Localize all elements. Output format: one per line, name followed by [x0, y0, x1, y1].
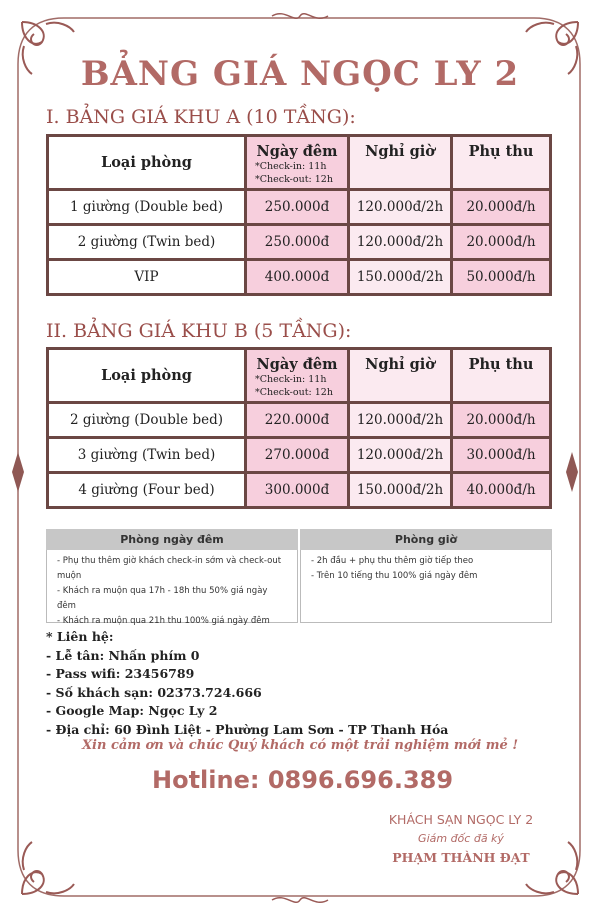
- area-b-heading: II. BẢNG GIÁ KHU B (5 TẦNG):: [46, 320, 352, 342]
- room-cell: 1 giường (Double bed): [48, 190, 246, 225]
- flourish-top: [270, 8, 330, 24]
- overnight-price: 270.000đ: [246, 438, 349, 473]
- table-row: [48, 403, 551, 438]
- contact-line-phone: - Số khách sạn: 02373.724.666: [46, 684, 262, 700]
- thank-you-message: Xin cảm ơn và chúc Quý khách có một trải nghiệm mới mẻ !: [81, 738, 519, 753]
- col-surcharge: Phụ thu: [452, 136, 551, 190]
- room-cell: 2 giường (Double bed): [48, 403, 246, 438]
- col-surcharge: Phụ thu: [452, 349, 551, 403]
- col-overnight: [246, 136, 349, 190]
- note-item: - Khách ra muộn qua 17h - 18h thu 50% giá ngày đêm: [57, 586, 268, 611]
- checkin-note: *Check-in: 11h: [255, 161, 327, 172]
- note-item: - 2h đầu + phụ thu thêm giờ tiếp theo: [311, 556, 474, 566]
- table-header-row: [48, 349, 551, 403]
- signature-name: PHẠM THÀNH ĐẠT: [392, 850, 530, 865]
- checkout-note: *Check-out: 12h: [255, 387, 333, 398]
- table-row: [48, 438, 551, 473]
- corner-ornament-bottom-left: [18, 838, 78, 898]
- contact-line-reception: - Lễ tân: Nhấn phím 0: [46, 647, 200, 663]
- overnight-notes-heading: Phòng ngày đêm: [46, 529, 298, 550]
- diamond-ornament-right: [566, 452, 578, 492]
- overnight-price: 250.000đ: [246, 225, 349, 260]
- hourly-price: 120.000đ/2h: [349, 225, 452, 260]
- checkin-note: *Check-in: 11h: [255, 374, 327, 385]
- area-b-price-table: [46, 347, 552, 509]
- room-cell: 2 giường (Twin bed): [48, 225, 246, 260]
- room-cell: VIP: [48, 260, 246, 295]
- contact-line-address: - Địa chỉ: 60 Đình Liệt - Phường Lam Sơn - TP Thanh Hóa: [46, 721, 449, 737]
- note-item: - Khách ra muộn qua 21h thu 100% giá ngày đêm: [57, 616, 270, 626]
- page-title: BẢNG GIÁ NGỌC LY 2: [80, 54, 520, 94]
- hourly-price: 120.000đ/2h: [349, 438, 452, 473]
- flourish-bottom: [270, 892, 330, 908]
- overnight-notes-body: [46, 550, 298, 626]
- hourly-price: 150.000đ/2h: [349, 473, 452, 508]
- hourly-notes-box: [300, 529, 552, 617]
- hotel-name: KHÁCH SẠN NGỌC LY 2: [388, 812, 534, 827]
- contact-section: [46, 628, 448, 739]
- note-item: - Trên 10 tiếng thu 100% giá ngày đêm: [311, 571, 478, 581]
- checkout-note: *Check-out: 12h: [255, 174, 333, 185]
- corner-ornament-bottom-right: [522, 838, 582, 898]
- col-overnight-label: Ngày đêm: [256, 356, 338, 373]
- col-hourly: Nghỉ giờ: [349, 349, 452, 403]
- surcharge-price: 30.000đ/h: [452, 438, 551, 473]
- hotline: Hotline: 0896.696.389: [152, 766, 454, 794]
- surcharge-price: 50.000đ/h: [452, 260, 551, 295]
- table-row: [48, 260, 551, 295]
- col-room-type: Loại phòng: [48, 136, 246, 190]
- hourly-price: 150.000đ/2h: [349, 260, 452, 295]
- surcharge-price: 20.000đ/h: [452, 225, 551, 260]
- overnight-price: 400.000đ: [246, 260, 349, 295]
- col-overnight: [246, 349, 349, 403]
- area-a-price-table: [46, 134, 552, 296]
- surcharge-price: 40.000đ/h: [452, 473, 551, 508]
- col-overnight-label: Ngày đêm: [256, 143, 338, 160]
- table-row: [48, 473, 551, 508]
- overnight-price: 220.000đ: [246, 403, 349, 438]
- col-room-type: Loại phòng: [48, 349, 246, 403]
- hourly-notes-heading: Phòng giờ: [300, 529, 552, 550]
- area-a-heading: I. BẢNG GIÁ KHU A (10 TẦNG):: [46, 106, 356, 128]
- overnight-price: 250.000đ: [246, 190, 349, 225]
- contact-line-map: - Google Map: Ngọc Ly 2: [46, 703, 218, 718]
- contact-line-wifi: - Pass wifi: 23456789: [46, 666, 195, 681]
- contact-heading: * Liên hệ:: [46, 629, 114, 644]
- table-row: [48, 225, 551, 260]
- col-hourly: Nghỉ giờ: [349, 136, 452, 190]
- overnight-price: 300.000đ: [246, 473, 349, 508]
- hourly-price: 120.000đ/2h: [349, 190, 452, 225]
- overnight-notes-box: [46, 529, 298, 626]
- signature-role: Giám đốc đã ký: [418, 832, 504, 845]
- table-row: [48, 190, 551, 225]
- room-cell: 4 giường (Four bed): [48, 473, 246, 508]
- surcharge-price: 20.000đ/h: [452, 190, 551, 225]
- hourly-price: 120.000đ/2h: [349, 403, 452, 438]
- hourly-notes-body: [300, 550, 552, 623]
- diamond-ornament-left: [12, 452, 24, 492]
- surcharge-price: 20.000đ/h: [452, 403, 551, 438]
- table-header-row: [48, 136, 551, 190]
- note-item: - Phụ thu thêm giờ khách check-in sớm và check-out muộn: [57, 556, 282, 581]
- room-cell: 3 giường (Twin bed): [48, 438, 246, 473]
